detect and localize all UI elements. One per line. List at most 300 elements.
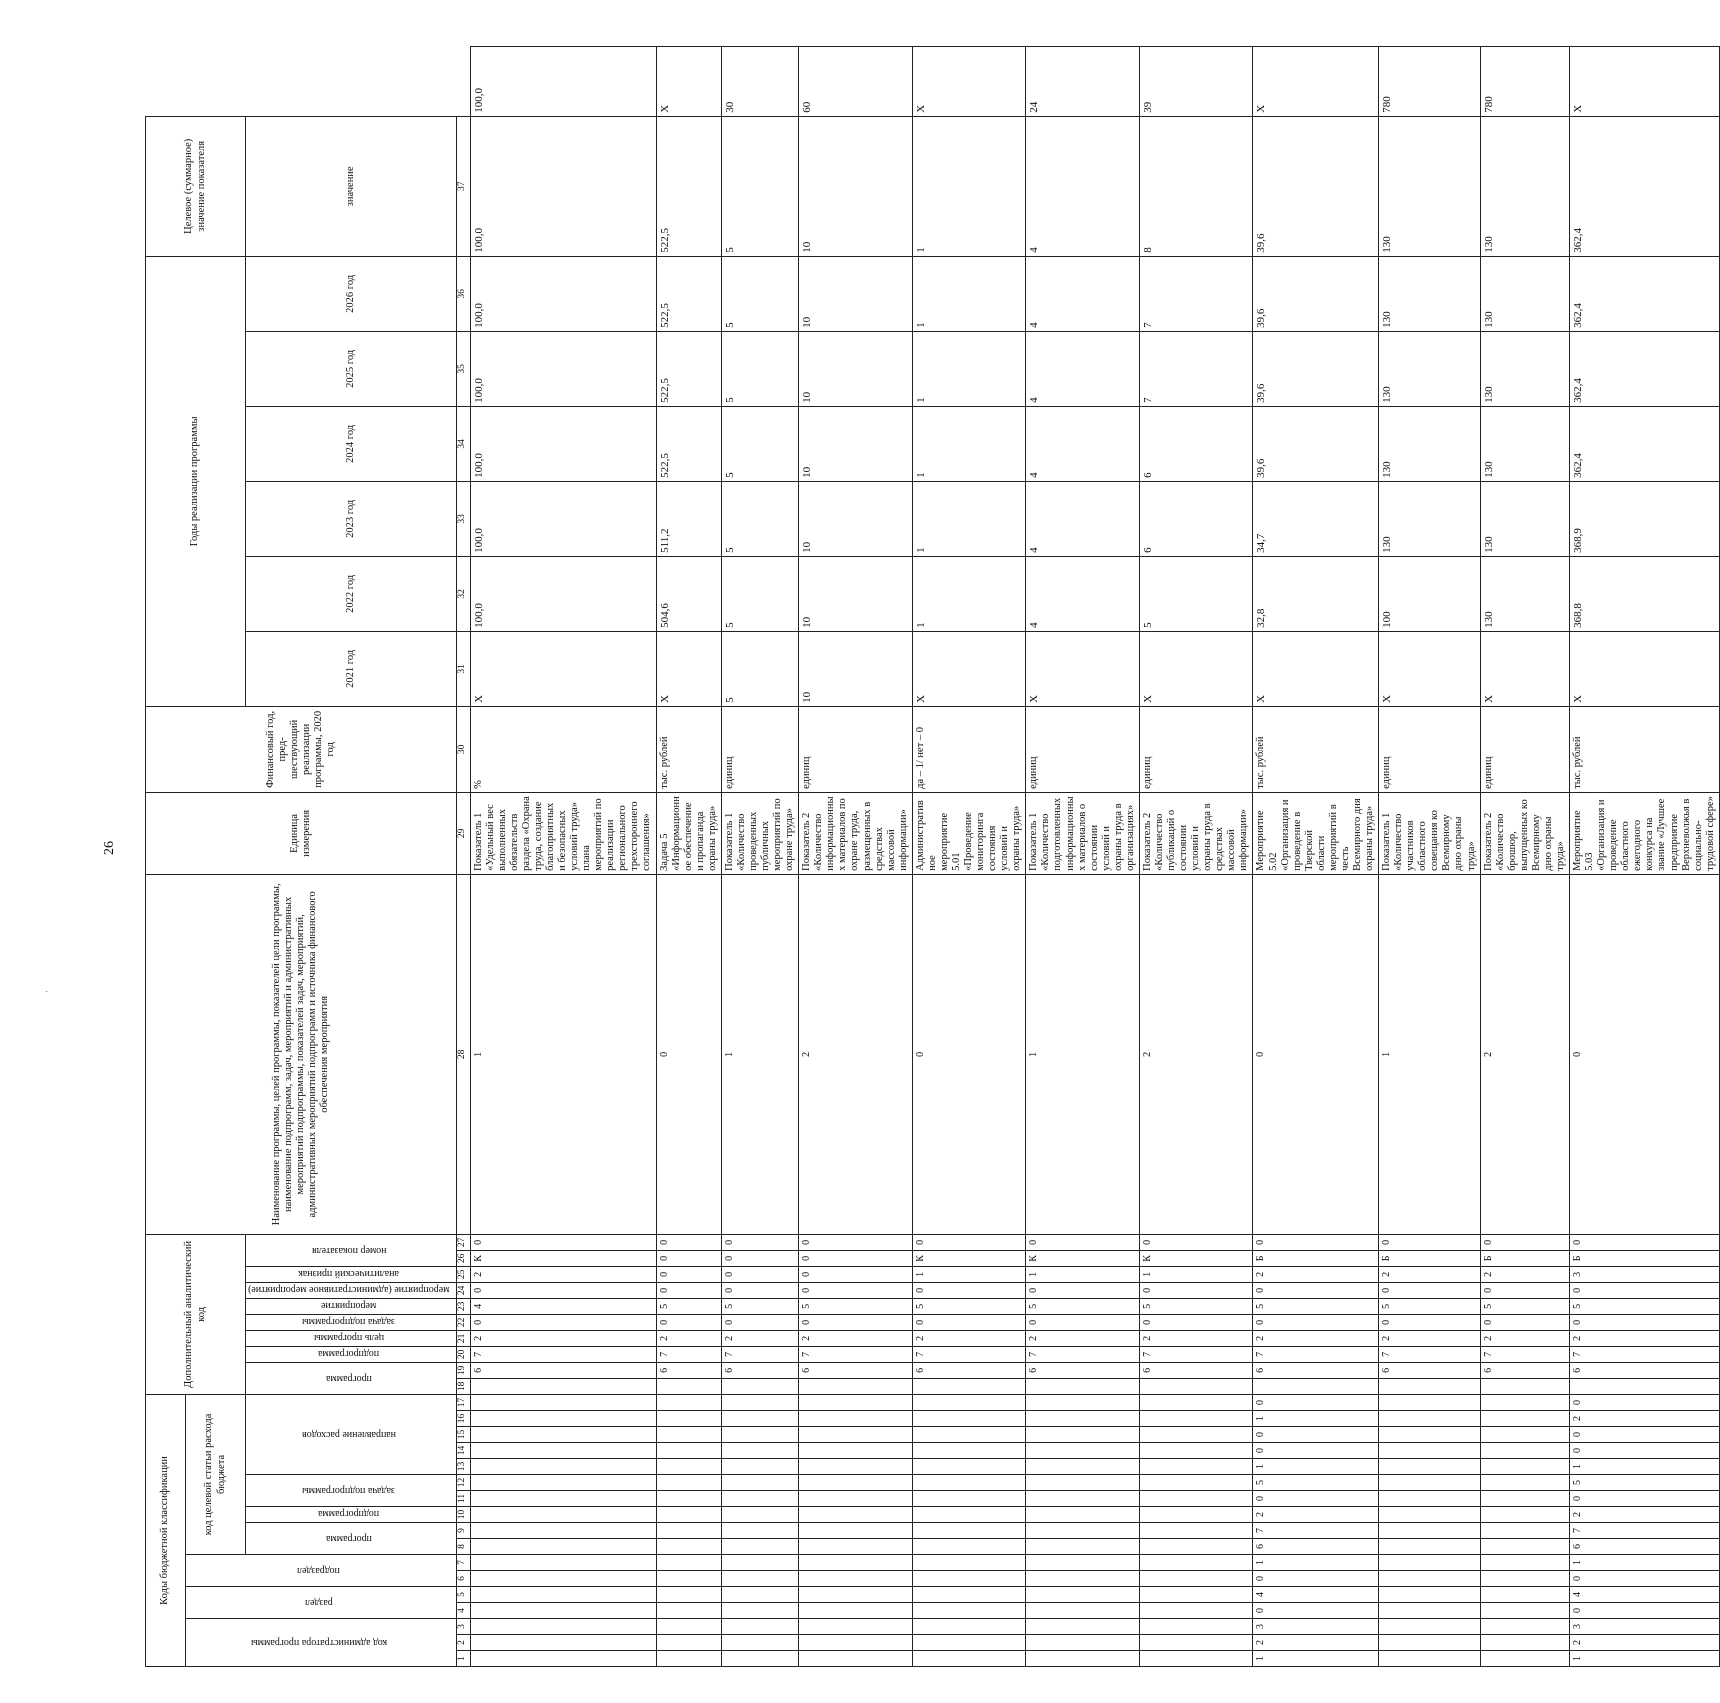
budget-code-cell	[721, 1394, 798, 1410]
year-value-cell: 8	[1139, 116, 1253, 256]
budget-code-cell	[1379, 1411, 1481, 1427]
budget-code-cell	[1480, 1603, 1569, 1619]
analytic-code-cell: 0	[799, 1314, 913, 1330]
budget-code-cell	[721, 1411, 798, 1427]
year-value-cell: 39,6	[1253, 331, 1379, 406]
year-value-cell: 130	[1480, 481, 1569, 556]
budget-code-cell	[1480, 1507, 1569, 1523]
analytic-code-cell: 0	[1026, 1282, 1140, 1298]
base-year-cell: Х	[1253, 631, 1379, 706]
analytic-code-cell: 2	[1480, 1330, 1569, 1346]
year-value-cell: 4	[1026, 331, 1140, 406]
item-name-cell: Показатель 1 «Количество проведенных публичных мероприятий по охране труда»	[721, 792, 798, 874]
year-value-cell: 511,2	[656, 481, 721, 556]
year-value-cell: 6	[1139, 481, 1253, 556]
budget-code-cell	[656, 1603, 721, 1619]
column-number: 36	[456, 256, 470, 331]
column-number: 10	[456, 1507, 470, 1523]
budget-code-cell	[799, 1491, 913, 1507]
budget-code-cell	[1026, 1651, 1140, 1667]
subprogram-code-header: подпрограмма	[318, 1508, 380, 1519]
analytic-code-cell: 2	[1570, 1330, 1720, 1346]
budget-code-cell	[1480, 1394, 1569, 1410]
year-value-cell: 5	[1139, 556, 1253, 631]
analytic-code-cell: 0	[799, 1250, 913, 1266]
budget-code-cell: 0	[1570, 1427, 1720, 1443]
table-row	[912, 47, 1026, 1667]
budget-code-cell	[799, 1571, 913, 1587]
analytic-code-cell: 6	[1026, 1362, 1140, 1378]
budget-code-cell: 0	[1253, 1394, 1379, 1410]
analytic-code-cell: 7	[1026, 1346, 1140, 1362]
budget-code-cell: 1	[1570, 1651, 1720, 1667]
year-value-cell: 1	[912, 481, 1026, 556]
budget-code-cell	[912, 1571, 1026, 1587]
analytic-code-cell: 5	[1139, 1298, 1253, 1314]
year-value-cell: 5	[721, 116, 798, 256]
column-number: 17	[456, 1394, 470, 1410]
budget-code-cell	[470, 1411, 656, 1427]
analytic-code-cell: 0	[799, 1282, 913, 1298]
unit-cell: тыс. рублей	[1253, 706, 1379, 792]
analytic-code-cell: 0	[656, 874, 721, 1234]
column-number: 8	[456, 1539, 470, 1555]
column-number: 29	[456, 792, 470, 874]
budget-code-cell: 0	[1570, 1394, 1720, 1410]
analytic-code-cell: 0	[656, 1266, 721, 1282]
task-code-header: задача подпрограммы	[302, 1485, 396, 1497]
budget-code-cell	[721, 1603, 798, 1619]
budget-code-cell	[470, 1427, 656, 1443]
year-value-cell: 10	[799, 256, 913, 331]
budget-code-cell: 7	[1570, 1523, 1720, 1539]
budget-code-cell	[656, 1651, 721, 1667]
unit-cell: единиц	[1480, 706, 1569, 792]
budget-code-cell	[912, 1491, 1026, 1507]
year-value-cell: 368,8	[1570, 556, 1720, 631]
budget-code-cell	[912, 1539, 1026, 1555]
budget-code-cell	[1139, 1539, 1253, 1555]
analytic-code-cell: 7	[656, 1346, 721, 1362]
budget-code-cell	[1026, 1603, 1140, 1619]
budget-code-cell	[1026, 1555, 1140, 1571]
budget-code-cell	[721, 1523, 798, 1539]
budget-code-cell	[799, 1459, 913, 1475]
budget-code-cell	[721, 1459, 798, 1475]
budget-code-cell: 0	[1253, 1571, 1379, 1587]
year-value-cell: 39,6	[1253, 116, 1379, 256]
analytic-code-cell: 2	[656, 1330, 721, 1346]
analytic-code-cell: 6	[1139, 1362, 1253, 1378]
year-value-cell: 100	[1379, 556, 1481, 631]
table-row	[1139, 47, 1253, 1667]
year-value-cell: 4	[1026, 406, 1140, 481]
year-value-cell: 5	[721, 481, 798, 556]
analytic-code-cell: 7	[799, 1346, 913, 1362]
year-value-cell: 100,0	[470, 556, 656, 631]
budget-code-cell	[799, 1475, 913, 1491]
budget-code-cell	[799, 1635, 913, 1651]
budget-code-cell	[1379, 1571, 1481, 1587]
budget-code-cell	[912, 1651, 1026, 1667]
program-table-frame	[145, 46, 1716, 1667]
analytic-code-cell: 5	[1480, 1298, 1569, 1314]
analytic-code-cell	[721, 1378, 798, 1394]
analytic-code-cell: 0	[1480, 1314, 1569, 1330]
table-row	[656, 47, 721, 1667]
year-2024-header: 2024 год	[246, 406, 457, 481]
base-year-cell: Х	[470, 631, 656, 706]
year-value-cell: 4	[1026, 481, 1140, 556]
unit-cell: тыс. рублей	[656, 706, 721, 792]
year-value-cell: 130	[1480, 331, 1569, 406]
budget-code-cell	[1379, 1443, 1481, 1459]
table-row	[1026, 47, 1140, 1667]
analytic-code-cell: 2	[1253, 1330, 1379, 1346]
budget-code-cell	[721, 1555, 798, 1571]
analytic-code-cell: 6	[1480, 1362, 1569, 1378]
column-number: 31	[456, 631, 470, 706]
analytic-code-cell	[1379, 1378, 1481, 1394]
budget-code-cell	[656, 1571, 721, 1587]
budget-code-cell	[1026, 1539, 1140, 1555]
budget-code-cell	[912, 1619, 1026, 1635]
an-indicator-header: номер показателя	[311, 1245, 386, 1257]
year-value-cell: 4	[1026, 556, 1140, 631]
analytic-code-cell: 2	[470, 1266, 656, 1282]
year-value-cell: 1	[912, 556, 1026, 631]
year-value-cell: 10	[799, 331, 913, 406]
budget-code-cell: 0	[1253, 1443, 1379, 1459]
column-number: 27	[456, 1234, 470, 1250]
column-number: 22	[456, 1314, 470, 1330]
budget-code-cell	[1139, 1411, 1253, 1427]
analytic-code-cell: 5	[1026, 1298, 1140, 1314]
analytic-code-cell: 7	[1480, 1346, 1569, 1362]
analytic-code-cell: 0	[912, 1234, 1026, 1250]
budget-code-cell	[656, 1491, 721, 1507]
budget-code-cell	[799, 1427, 913, 1443]
target-value-cell: 30	[721, 47, 798, 117]
budget-code-cell: 2	[1570, 1635, 1720, 1651]
budget-code-cell	[656, 1507, 721, 1523]
column-number: 3	[456, 1619, 470, 1635]
additional-code-header: Дополнительный аналитический код	[146, 1234, 246, 1394]
analytic-code-cell: 0	[470, 1314, 656, 1330]
analytic-code-cell	[1570, 1378, 1720, 1394]
column-number: 7	[456, 1555, 470, 1571]
budget-code-cell	[470, 1619, 656, 1635]
budget-code-cell	[1139, 1571, 1253, 1587]
analytic-code-cell: 6	[799, 1362, 913, 1378]
column-number: 25	[456, 1266, 470, 1282]
budget-code-cell	[1026, 1523, 1140, 1539]
target-value-cell: Х	[656, 47, 721, 117]
budget-code-cell	[1379, 1587, 1481, 1603]
budget-code-cell: 4	[1570, 1587, 1720, 1603]
budget-code-cell	[721, 1491, 798, 1507]
year-value-cell: 1	[912, 116, 1026, 256]
target-value-cell: 60	[799, 47, 913, 117]
year-value-cell: 7	[1139, 256, 1253, 331]
budget-code-cell	[1139, 1394, 1253, 1410]
analytic-code-cell: Б	[1570, 1250, 1720, 1266]
column-number: 24	[456, 1282, 470, 1298]
program-code-header: программа	[325, 1533, 372, 1545]
base-year-cell: 5	[721, 631, 798, 706]
analytic-code-cell: К	[1026, 1250, 1140, 1266]
unit-cell: единиц	[1026, 706, 1140, 792]
analytic-code-cell: 6	[470, 1362, 656, 1378]
base-year-cell: Х	[1026, 631, 1140, 706]
budget-code-cell	[1026, 1443, 1140, 1459]
item-name-cell: Показатель 1 «Удельный вес выполненных обязательств раздела «Охрана труда, создание благоприятных и безопасных условий труда» плана мероприятий по реализации регионального трехстороннего соглашения»	[470, 792, 656, 874]
column-number: 19	[456, 1362, 470, 1378]
budget-code-cell	[1139, 1427, 1253, 1443]
budget-code-cell	[1139, 1459, 1253, 1475]
analytic-code-cell: 2	[1253, 1266, 1379, 1282]
budget-code-cell	[799, 1443, 913, 1459]
budget-code-cell	[721, 1443, 798, 1459]
analytic-code-cell: 2	[799, 874, 913, 1234]
year-value-cell: 39,6	[1253, 406, 1379, 481]
column-number: 33	[456, 481, 470, 556]
budget-code-cell	[470, 1651, 656, 1667]
program-table	[145, 46, 1720, 1667]
budget-code-cell	[799, 1587, 913, 1603]
analytic-code-cell: 2	[1480, 1266, 1569, 1282]
an-task-header: задача подпрограммы	[302, 1315, 396, 1327]
budget-code-cell	[1026, 1635, 1140, 1651]
unit-cell: единиц	[799, 706, 913, 792]
analytic-code-cell: 0	[1253, 1234, 1379, 1250]
budget-code-cell	[470, 1587, 656, 1603]
budget-code-cell	[470, 1443, 656, 1459]
analytic-code-cell: 7	[1253, 1346, 1379, 1362]
budget-code-cell	[799, 1619, 913, 1635]
column-number: 4	[456, 1603, 470, 1619]
analytic-code-cell: 6	[656, 1362, 721, 1378]
budget-code-cell: 0	[1570, 1571, 1720, 1587]
year-value-cell: 4	[1026, 116, 1140, 256]
year-2023-header: 2023 год	[246, 481, 457, 556]
budget-code-cell	[1480, 1427, 1569, 1443]
an-admin-event-header: мероприятие (административное мероприятие)	[248, 1283, 450, 1295]
analytic-code-cell	[912, 1378, 1026, 1394]
budget-code-cell	[1379, 1459, 1481, 1475]
year-2025-header: 2025 год	[246, 331, 457, 406]
budget-code-cell	[656, 1635, 721, 1651]
budget-code-cell	[656, 1427, 721, 1443]
analytic-code-cell: 7	[721, 1346, 798, 1362]
analytic-code-cell: 0	[1379, 1314, 1481, 1330]
budget-code-cell	[1139, 1491, 1253, 1507]
budget-code-cell	[1480, 1651, 1569, 1667]
analytic-code-cell: 0	[1379, 1282, 1481, 1298]
budget-code-cell: 7	[1253, 1523, 1379, 1539]
year-value-cell: 362,4	[1570, 116, 1720, 256]
column-number: 26	[456, 1250, 470, 1266]
budget-code-cell	[1379, 1539, 1481, 1555]
budget-code-cell: 1	[1253, 1459, 1379, 1475]
budget-code-cell	[912, 1475, 1026, 1491]
target-value-cell: Х	[1253, 47, 1379, 117]
year-value-cell: 130	[1379, 406, 1481, 481]
budget-code-cell	[1026, 1394, 1140, 1410]
budget-code-cell	[799, 1507, 913, 1523]
column-number: 16	[456, 1411, 470, 1427]
budget-code-cell	[1379, 1555, 1481, 1571]
analytic-code-cell: 0	[1139, 1282, 1253, 1298]
column-number: 6	[456, 1571, 470, 1587]
base-year-cell: Х	[1480, 631, 1569, 706]
budget-code-cell: 6	[1253, 1539, 1379, 1555]
budget-code-cell	[1026, 1427, 1140, 1443]
budget-code-cell	[1480, 1475, 1569, 1491]
budget-code-cell	[1480, 1491, 1569, 1507]
year-value-cell: 130	[1480, 556, 1569, 631]
analytic-code-cell: 1	[470, 874, 656, 1234]
item-name-cell: Задача 5 «Информационное обеспечение и пропаганда охраны труда»	[656, 792, 721, 874]
budget-code-cell	[1379, 1651, 1481, 1667]
budget-code-cell	[470, 1539, 656, 1555]
column-number: 20	[456, 1346, 470, 1362]
budget-code-cell: 0	[1570, 1443, 1720, 1459]
year-value-cell: 130	[1480, 116, 1569, 256]
analytic-code-cell: 7	[1379, 1346, 1481, 1362]
budget-code-cell	[1379, 1635, 1481, 1651]
budget-code-cell	[1139, 1443, 1253, 1459]
year-value-cell: 362,4	[1570, 256, 1720, 331]
year-value-cell: 34,7	[1253, 481, 1379, 556]
budget-code-cell	[656, 1459, 721, 1475]
budget-code-cell	[1139, 1651, 1253, 1667]
analytic-code-cell: 0	[721, 1266, 798, 1282]
year-value-cell: 100,0	[470, 256, 656, 331]
budget-code-cell: 2	[1253, 1507, 1379, 1523]
analytic-code-cell: 0	[1139, 1234, 1253, 1250]
year-value-cell: 10	[799, 556, 913, 631]
analytic-code-cell: 0	[1026, 1314, 1140, 1330]
column-number: 12	[456, 1475, 470, 1491]
analytic-code-cell: 1	[912, 1266, 1026, 1282]
analytic-code-cell: Б	[1480, 1250, 1569, 1266]
budget-code-cell: 0	[1570, 1491, 1720, 1507]
analytic-code-cell: 6	[1379, 1362, 1481, 1378]
column-number: 18	[456, 1378, 470, 1394]
analytic-code-cell	[470, 1378, 656, 1394]
column-number: 32	[456, 556, 470, 631]
budget-code-cell	[721, 1475, 798, 1491]
budget-code-cell	[470, 1603, 656, 1619]
budget-code-cell	[1026, 1507, 1140, 1523]
year-value-cell: 130	[1480, 256, 1569, 331]
admin-code-header: код администратора программы	[250, 1637, 387, 1649]
analytic-code-cell: 0	[721, 1282, 798, 1298]
budget-code-cell	[470, 1555, 656, 1571]
table-row	[470, 47, 656, 1667]
budget-code-cell	[1139, 1507, 1253, 1523]
budget-code-cell	[799, 1411, 913, 1427]
budget-code-cell: 6	[1570, 1539, 1720, 1555]
budget-code-cell	[656, 1394, 721, 1410]
analytic-code-cell: 0	[656, 1234, 721, 1250]
budget-code-cell	[1379, 1394, 1481, 1410]
analytic-code-cell: 5	[799, 1298, 913, 1314]
budget-code-cell	[1026, 1619, 1140, 1635]
budget-codes-header: Коды бюджетной классификации	[146, 1394, 186, 1666]
year-value-cell: 5	[721, 556, 798, 631]
budget-code-cell	[1480, 1619, 1569, 1635]
item-name-cell: Показатель 1 «Количество подготовленных информационных материалов о состоянии условий и охраны труда в организациях»	[1026, 792, 1140, 874]
year-value-cell: 522,5	[656, 331, 721, 406]
budget-code-cell	[799, 1603, 913, 1619]
budget-code-cell	[470, 1571, 656, 1587]
analytic-code-cell: 5	[912, 1298, 1026, 1314]
analytic-code-cell: 1	[721, 874, 798, 1234]
budget-code-cell	[1139, 1523, 1253, 1539]
budget-code-cell	[721, 1539, 798, 1555]
budget-code-cell	[912, 1411, 1026, 1427]
analytic-code-cell: 0	[656, 1250, 721, 1266]
analytic-code-cell: 6	[1253, 1362, 1379, 1378]
table-row	[1480, 47, 1569, 1667]
column-number: 23	[456, 1298, 470, 1314]
budget-code-cell	[1026, 1459, 1140, 1475]
budget-code-cell	[1026, 1475, 1140, 1491]
section-header: раздел	[304, 1597, 333, 1609]
budget-code-cell	[1480, 1587, 1569, 1603]
year-value-cell: 522,5	[656, 116, 721, 256]
year-value-cell: 32,8	[1253, 556, 1379, 631]
base-year-cell: Х	[1139, 631, 1253, 706]
analytic-code-cell: 7	[1139, 1346, 1253, 1362]
year-value-cell: 5	[721, 406, 798, 481]
year-value-cell: 130	[1379, 331, 1481, 406]
budget-code-cell	[1480, 1571, 1569, 1587]
budget-code-cell	[799, 1523, 913, 1539]
budget-code-cell	[1379, 1619, 1481, 1635]
budget-code-cell	[1379, 1523, 1481, 1539]
analytic-code-cell: 1	[1139, 1266, 1253, 1282]
year-value-cell: 10	[799, 481, 913, 556]
target-value-cell: 780	[1480, 47, 1569, 117]
year-value-cell: 368,9	[1570, 481, 1720, 556]
budget-code-cell: 2	[1570, 1411, 1720, 1427]
budget-code-cell	[470, 1507, 656, 1523]
budget-code-cell	[1139, 1619, 1253, 1635]
analytic-code-cell: К	[1139, 1250, 1253, 1266]
budget-code-cell	[721, 1651, 798, 1667]
analytic-code-cell: 6	[721, 1362, 798, 1378]
year-value-cell: 10	[799, 406, 913, 481]
analytic-code-cell	[799, 1378, 913, 1394]
an-event-header: мероприятие	[321, 1299, 377, 1311]
budget-code-cell	[799, 1555, 913, 1571]
budget-code-cell	[470, 1394, 656, 1410]
budget-code-cell	[470, 1523, 656, 1539]
column-number: 21	[456, 1330, 470, 1346]
analytic-code-cell: 0	[799, 1266, 913, 1282]
year-value-cell: 39,6	[1253, 256, 1379, 331]
analytic-code-cell: 0	[721, 1250, 798, 1266]
table-row	[1570, 47, 1720, 1667]
year-value-cell: 362,4	[1570, 406, 1720, 481]
budget-code-cell: 5	[1570, 1475, 1720, 1491]
analytic-code-cell: 0	[656, 1282, 721, 1298]
budget-code-cell	[721, 1571, 798, 1587]
budget-code-cell	[1379, 1603, 1481, 1619]
